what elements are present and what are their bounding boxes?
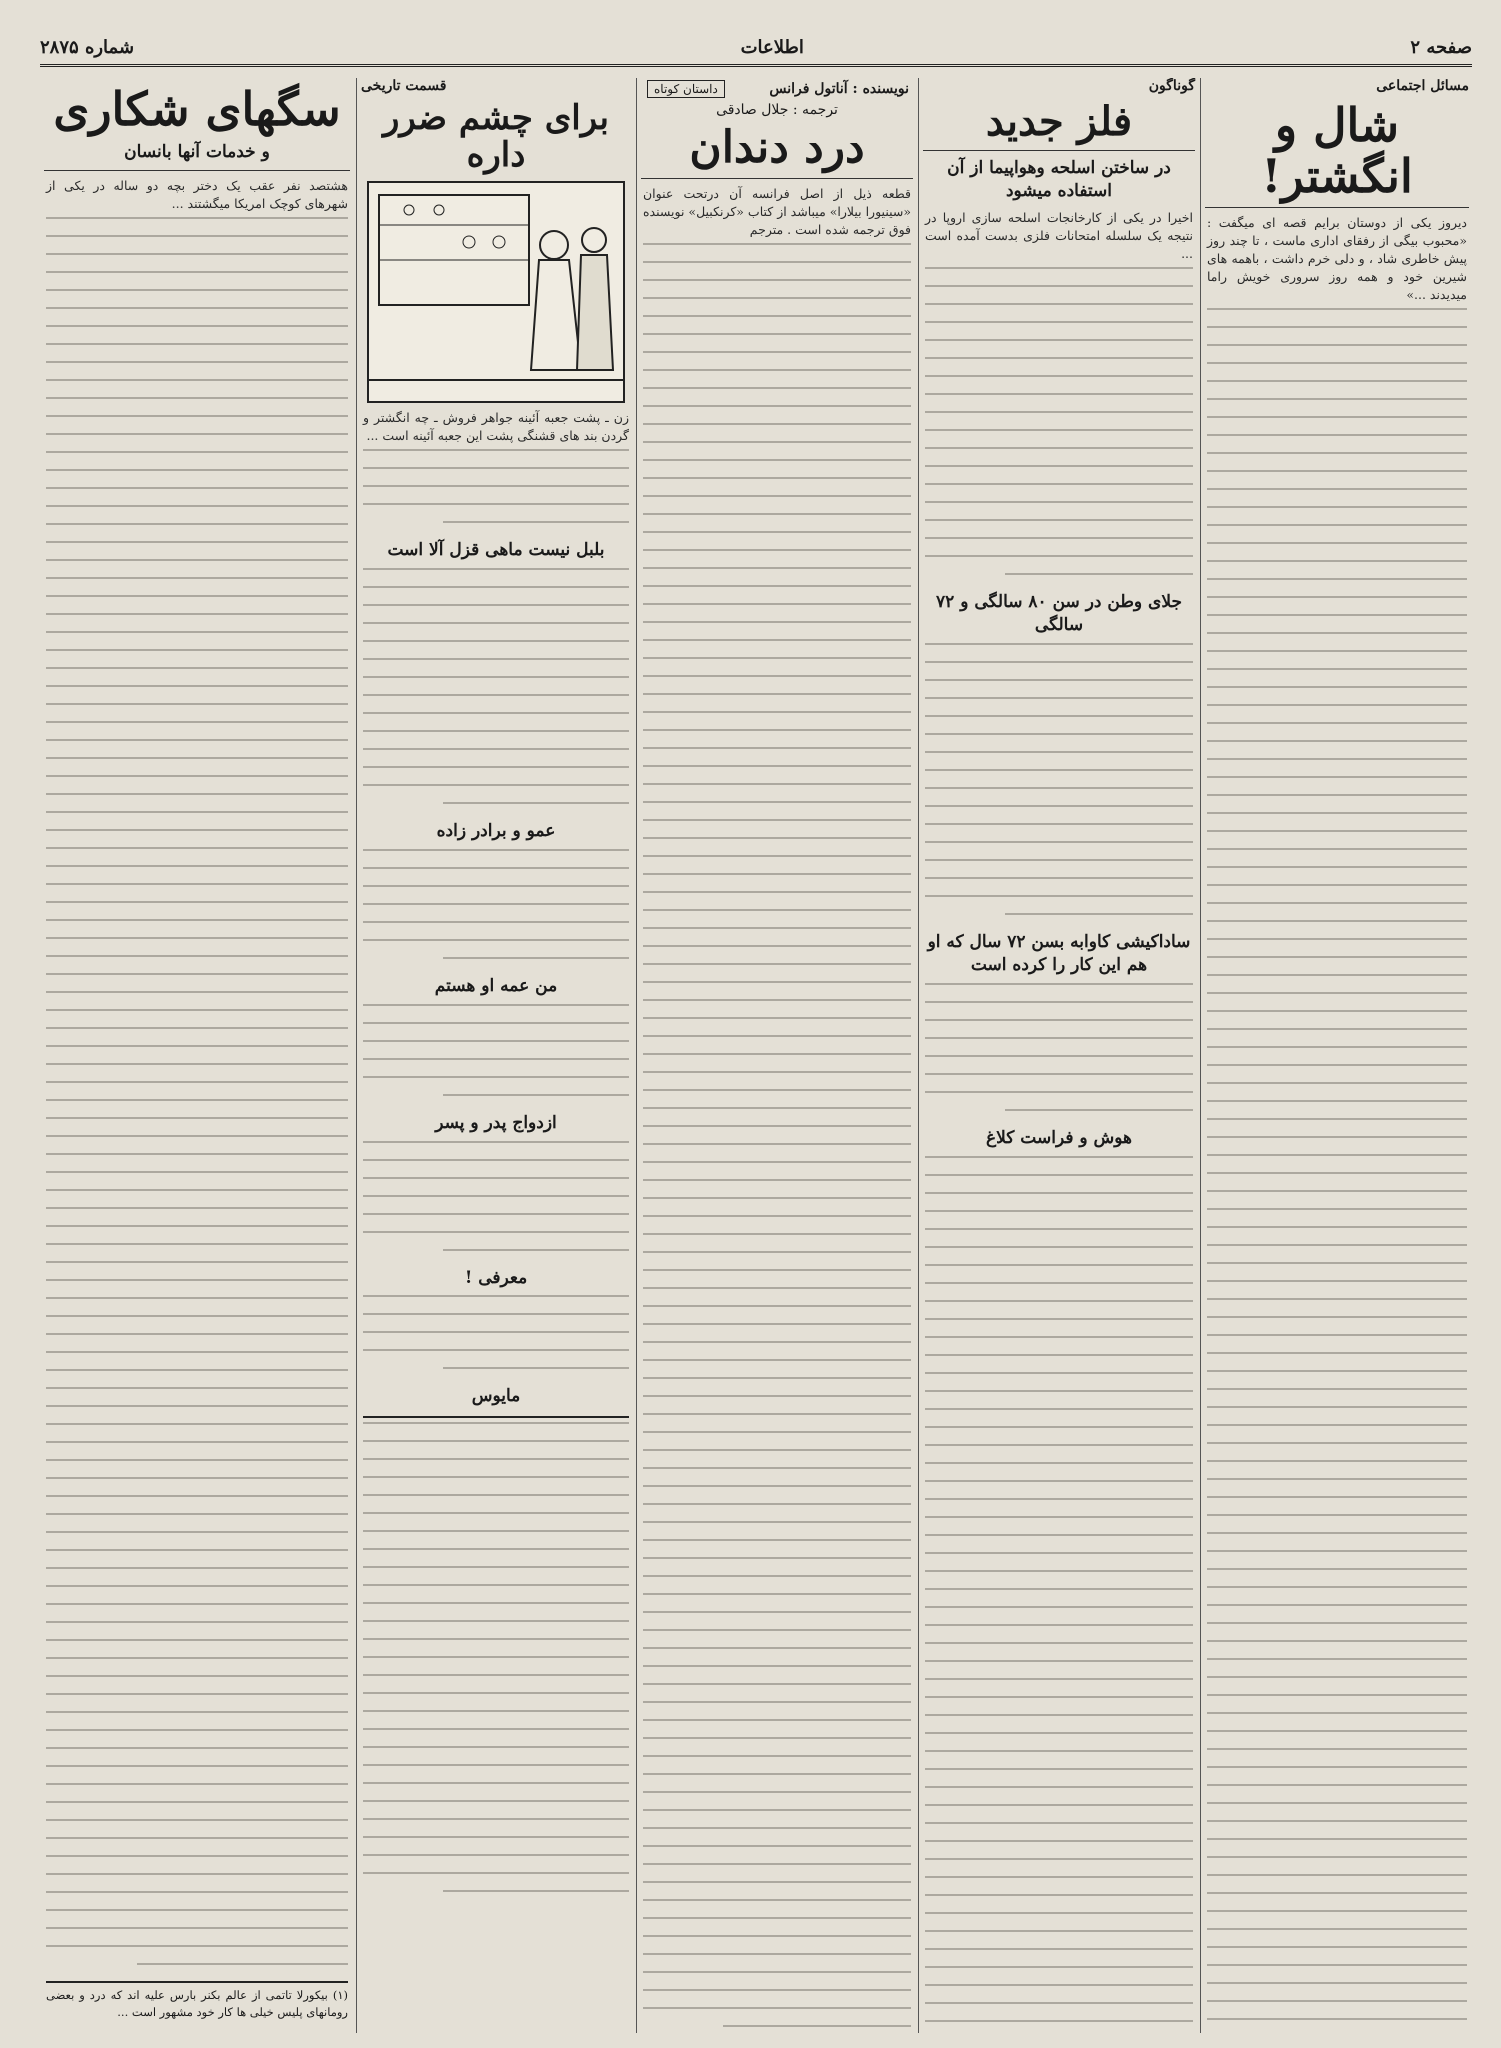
- column-shal-angoshtar: [1200, 78, 1473, 2033]
- column-felez-jadid: [918, 78, 1199, 2033]
- section-title: بلبل نیست ماهی قزل آلا است: [387, 539, 605, 560]
- byline-author: نویسنده : آناتول فرانس: [769, 81, 909, 97]
- newspaper-page: [40, 30, 1472, 2040]
- section-title: جلای وطن در سن ۸۰ سالگی و ۷۲ سالگی: [936, 591, 1182, 635]
- column-kicker: گوناگون: [1148, 78, 1195, 94]
- article-intro: اخیرا در یکی از کارخانجات اسلحه سازی اروپا در نتیجه یک سلسله امتحانات فلزی بدست آمده است ...: [925, 209, 1193, 261]
- section-title: مایوس: [471, 1386, 521, 1407]
- article-headline: برای چشم ضرر داره: [383, 98, 609, 176]
- column-kicker: قسمت تاریخی: [361, 78, 447, 94]
- article-body-text: [46, 217, 348, 1965]
- article-headline: شال و انگشتر!: [1261, 98, 1413, 203]
- article-intro: هشتصد نفر عقب یک دختر بچه دو ساله در یکی از شهرهای کوچک امریکا میگشتند ...: [46, 177, 348, 211]
- column-barayeh-cheshm: [356, 78, 635, 2033]
- article-subhead: در ساختن اسلحه وهواپیما از آن استفاده میشود: [947, 158, 1171, 201]
- article-headline: درد دندان: [689, 122, 865, 173]
- section-title: هوش و فراست کلاغ: [985, 1127, 1132, 1148]
- article-subhead: و خدمات آنها بانسان: [124, 141, 270, 162]
- footnote: (۱) بیکورلا تاتمی از عالم بکنر بارس علیه اند که درد و بعضی رومانهای پلیس خیلی ها کار خود مشهور است ...: [46, 1981, 348, 2021]
- cartoon-drawing: [369, 183, 623, 401]
- article-intro: دیروز یکی از دوستان برایم قصه ای میگفت : «محبوب بیگی از رفقای اداری ماست ، تا چند روز پیش خاطری شاد ، و دلی خرم داشت ، باهمه های شیرین خود و همه روز سروری خویش راما میدیدند ...»: [1207, 215, 1467, 303]
- page-label: صفحه ۲: [1410, 36, 1472, 58]
- cartoon-illustration: [367, 181, 625, 403]
- section-title: ساداکیشی کاوابه بسن ۷۲ سال که او هم این کار را کرده است: [927, 931, 1191, 975]
- column-dard-dandan: [636, 78, 917, 2033]
- article-headline: فلز جدید: [985, 98, 1133, 145]
- section-title: من عمه او هستم: [434, 975, 558, 996]
- article-body-text: [1207, 308, 1467, 2033]
- masthead: [40, 30, 1472, 67]
- section-title: عمو و برادر زاده: [436, 820, 556, 841]
- section-title: ازدواج پدر و پسر: [435, 1112, 557, 1133]
- story-tag: داستان کوتاه: [647, 80, 725, 98]
- issue-label: شماره ۲۸۷۵: [40, 36, 135, 58]
- article-intro: قطعه ذیل از اصل فرانسه آن درتحت عنوان «سینیورا بیلارا» میباشد از کتاب «کرنکبیل» نویسنده فوق ترجمه شده است . مترجم: [643, 186, 911, 238]
- section-title: معرفی !: [464, 1267, 528, 1288]
- cartoon-caption: زن ـ پشت جعبه آئینه جواهر فروش ـ چه انگشتر و گردن بند های قشنگی پشت این جعبه آئینه است ...: [363, 409, 629, 443]
- article-headline: سگهای شکاری: [53, 82, 341, 136]
- column-sag-shekari: [40, 78, 354, 2033]
- column-kicker: مسائل اجتماعی: [1376, 78, 1469, 94]
- byline-translator: ترجمه : جلال صادقی: [716, 102, 838, 118]
- paper-name: اطلاعات: [740, 36, 804, 58]
